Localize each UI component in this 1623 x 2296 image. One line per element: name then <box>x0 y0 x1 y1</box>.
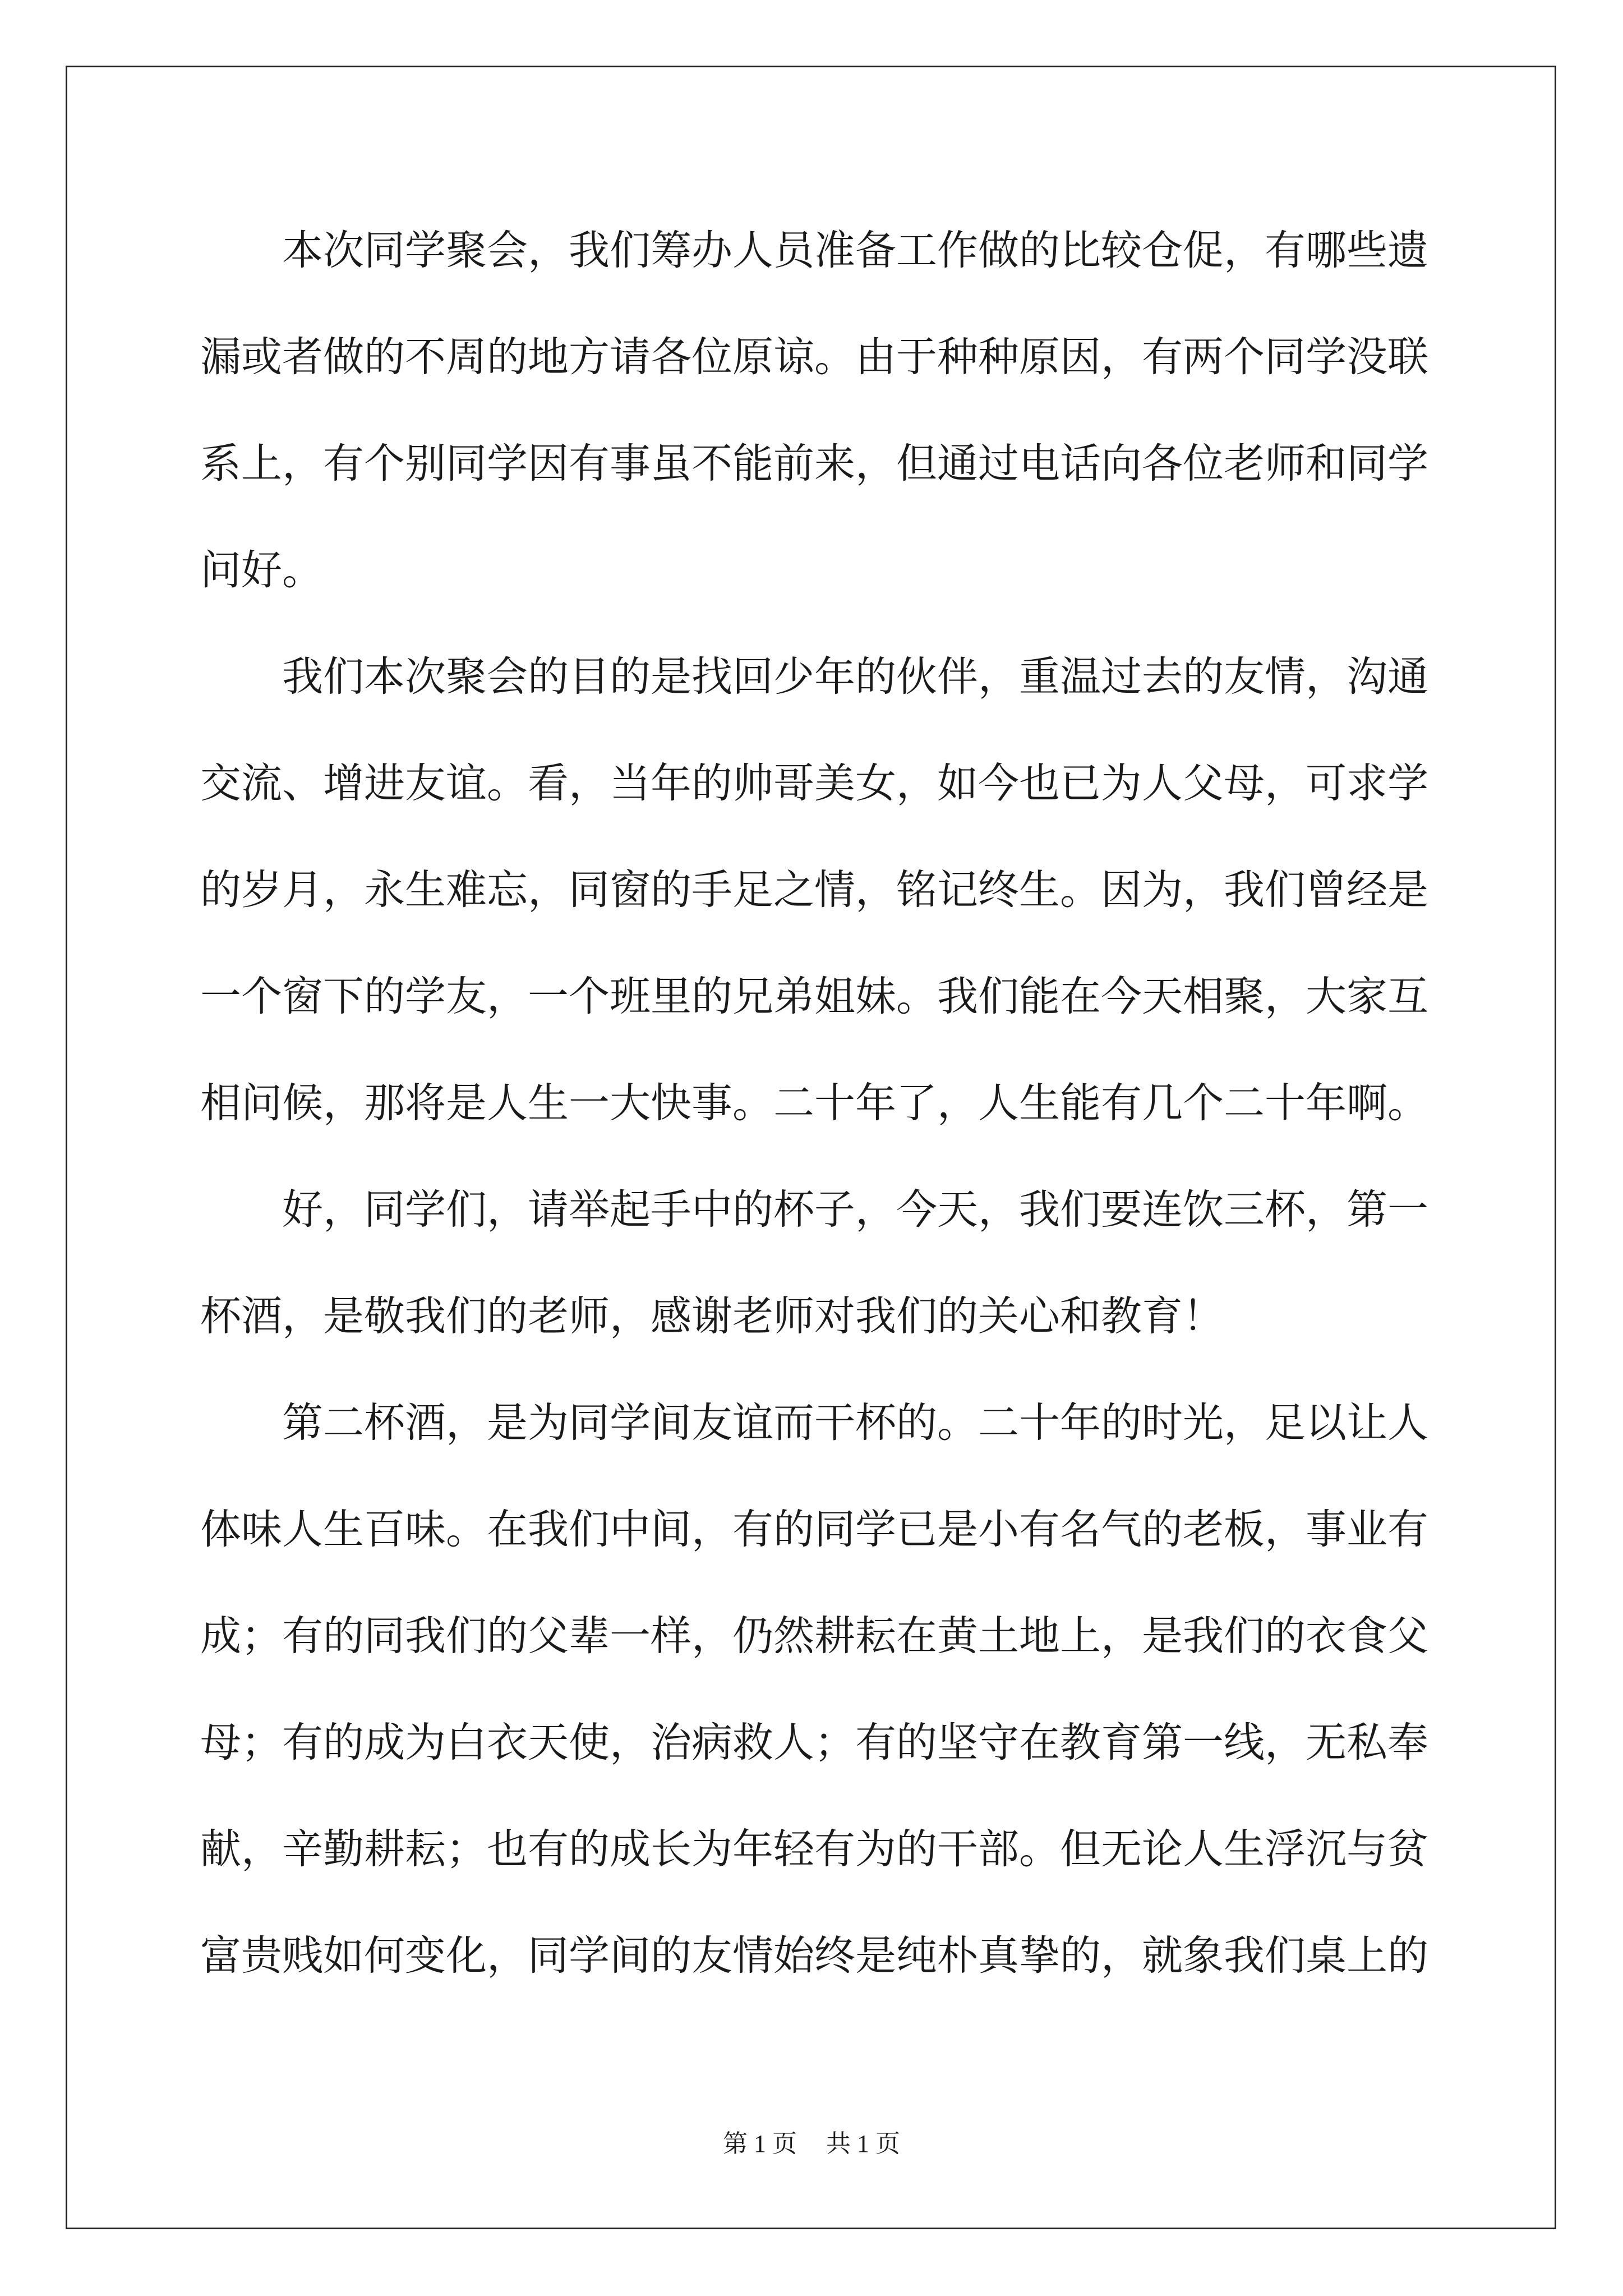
text-line: 的岁月，永生难忘，同窗的手足之情，铭记终生。因为，我们曾经是 <box>200 866 1428 914</box>
text-line: 我们本次聚会的目的是找回少年的伙伴，重温过去的友情，沟通 <box>282 653 1428 701</box>
text-line: 相问候，那将是人生一大快事。二十年了，人生能有几个二十年啊。 <box>200 1079 1428 1127</box>
text-line: 交流、增进友谊。看，当年的帅哥美女，如今也已为人父母，可求学 <box>200 760 1428 807</box>
text-line: 成；有的同我们的父辈一样，仍然耕耘在黄土地上，是我们的衣食父 <box>200 1612 1428 1660</box>
document-body <box>200 220 1434 2032</box>
text-line: 体味人生百味。在我们中间，有的同学已是小有名气的老板，事业有 <box>200 1506 1428 1553</box>
text-line: 漏或者做的不周的地方请各位原谅。由于种种原因，有两个同学没联 <box>200 333 1428 381</box>
text-line: 献，辛勤耕耘；也有的成长为年轻有为的干部。但无论人生浮沉与贫 <box>200 1825 1428 1873</box>
page-total: 共 1 页 <box>826 2130 900 2157</box>
text-line: 系上，有个别同学因有事虽不能前来，但通过电话向各位老师和同学 <box>200 440 1428 487</box>
text-line: 一个窗下的学友，一个班里的兄弟姐妹。我们能在今天相聚，大家互 <box>200 973 1428 1020</box>
text-line: 好，同学们，请举起手中的杯子，今天，我们要连饮三杯，第一 <box>282 1186 1428 1234</box>
page-number: 第 1 页 <box>723 2130 797 2157</box>
page-footer <box>0 2127 1623 2161</box>
text-line: 本次同学聚会，我们筹办人员准备工作做的比较仓促，有哪些遗 <box>282 227 1428 274</box>
text-line: 母；有的成为白衣天使，治病救人；有的坚守在教育第一线，无私奉 <box>200 1719 1428 1766</box>
text-line: 问好。 <box>200 546 323 594</box>
text-line: 富贵贱如何变化，同学间的友情始终是纯朴真挚的，就象我们桌上的 <box>200 1932 1428 1980</box>
text-line: 杯酒，是敬我们的老师，感谢老师对我们的关心和教育！ <box>200 1292 1224 1340</box>
text-line: 第二杯酒，是为同学间友谊而干杯的。二十年的时光，足以让人 <box>282 1399 1428 1447</box>
